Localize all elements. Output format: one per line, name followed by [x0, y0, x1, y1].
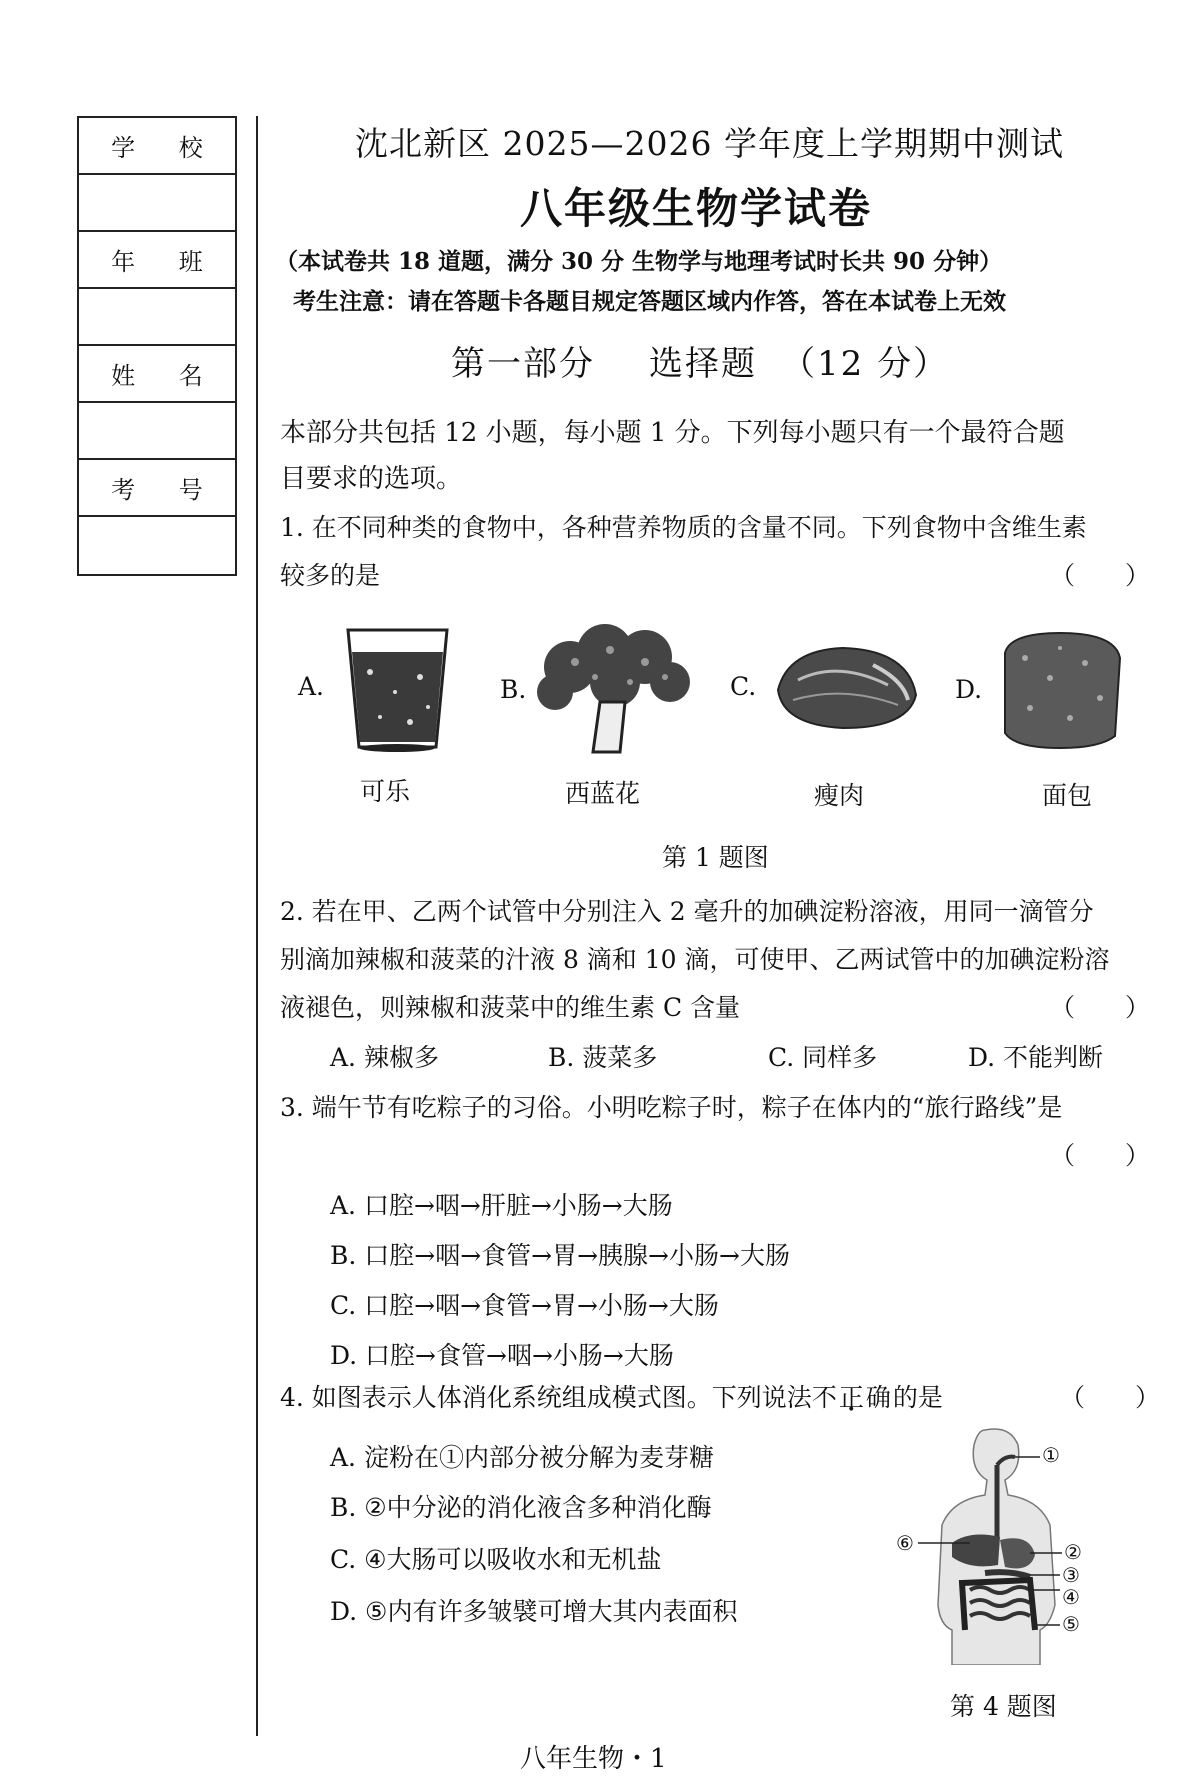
q1-option-a-label: 可乐: [360, 777, 411, 806]
label-4: ④: [1062, 1585, 1080, 1609]
part-score: （12 分）: [781, 344, 950, 384]
class-field[interactable]: [79, 289, 235, 346]
exam-number-field[interactable]: [79, 517, 235, 574]
q3-option-c[interactable]: C. 口腔→咽→食管→胃→小肠→大肠: [330, 1291, 719, 1320]
q1-option-b-label: 西蓝花: [565, 779, 641, 808]
school-label: 学 校: [79, 118, 235, 175]
part-heading: [451, 336, 949, 385]
q1-option-b-letter: B.: [500, 675, 527, 704]
q1-figure-caption: 第 1 题图: [662, 843, 769, 872]
candidate-notice: 考生注意：请在答题卡各题目规定答题区域内作答，答在本试卷上无效: [293, 288, 1006, 315]
q4-option-d[interactable]: D. ⑤内有许多皱襞可增大其内表面积: [330, 1597, 738, 1626]
digestive-system-diagram: [890, 1425, 1120, 1665]
q4-stem: [280, 1378, 943, 1414]
q2-stem-line2: 别滴加辣椒和菠菜的汁液 8 滴和 10 滴，可使甲、乙两试管中的加碘淀粉溶: [280, 945, 1110, 974]
q2-option-b[interactable]: B. 菠菜多: [548, 1043, 658, 1072]
bread-icon: [990, 628, 1130, 753]
q2-stem-line3: 液褪色，则辣椒和菠菜中的维生素 C 含量: [280, 993, 741, 1022]
label-5: ⑤: [1062, 1612, 1080, 1636]
label-6: ⑥: [896, 1531, 914, 1555]
q1-option-a-letter: A.: [298, 672, 325, 701]
exam-number-label: 考 号: [79, 460, 235, 517]
broccoli-icon: [535, 622, 695, 762]
label-3: ③: [1062, 1563, 1080, 1587]
paper-title: 八年级生物学试卷: [520, 184, 873, 233]
q1-option-d-letter: D.: [955, 675, 983, 704]
part-intro-line1: 本部分共包括 12 小题，每小题 1 分。下列每小题只有一个最符合题: [280, 418, 1065, 448]
student-info-table: [77, 116, 237, 576]
name-field[interactable]: [79, 403, 235, 460]
page-footer: 八年生物・1: [520, 1744, 667, 1774]
class-label: 年 班: [79, 232, 235, 289]
q1-stem-line1: 1. 在不同种类的食物中，各种营养物质的含量不同。下列食物中含维生素: [280, 513, 1087, 542]
q4-option-c[interactable]: C. ④大肠可以吸收水和无机盐: [330, 1545, 662, 1574]
label-1: ①: [1042, 1443, 1060, 1467]
cola-glass-icon: [340, 622, 455, 757]
q4-option-b[interactable]: B. ②中分泌的消化液含多种消化酶: [330, 1493, 712, 1522]
q4-figure-caption: 第 4 题图: [950, 1692, 1057, 1721]
q2-stem-line1: 2. 若在甲、乙两个试管中分别注入 2 毫升的加碘淀粉溶液，用同一滴管分: [280, 897, 1094, 926]
q4-stem-emphasis: 不正确: [811, 1383, 893, 1412]
school-field[interactable]: [79, 175, 235, 232]
q1-option-c-label: 瘦肉: [814, 781, 865, 810]
exam-title: 沈北新区 2025—2026 学年度上学期期中测试: [355, 124, 1064, 163]
q3-stem: 3. 端午节有吃粽子的习俗。小明吃粽子时，粽子在体内的“旅行路线”是: [280, 1093, 1063, 1122]
q3-answer-blank[interactable]: （ ）: [1050, 1141, 1151, 1170]
lean-meat-icon: [768, 640, 923, 735]
q4-option-a[interactable]: A. 淀粉在①内部分被分解为麦芽糖: [330, 1443, 714, 1472]
q1-option-d-label: 面包: [1042, 781, 1093, 810]
q1-answer-blank[interactable]: （ ）: [1050, 561, 1151, 590]
q2-option-c[interactable]: C. 同样多: [768, 1043, 878, 1072]
q1-option-c-letter: C.: [730, 672, 757, 701]
q2-answer-blank[interactable]: （ ）: [1050, 993, 1151, 1022]
q3-option-a[interactable]: A. 口腔→咽→肝脏→小肠→大肠: [330, 1191, 673, 1220]
exam-note: （本试卷共 18 道题，满分 30 分 生物学与地理考试时长共 90 分钟）: [275, 248, 1003, 275]
part-type: 选择题: [649, 344, 757, 384]
part-intro-line2: 目要求的选项。: [280, 464, 463, 494]
q2-option-a[interactable]: A. 辣椒多: [330, 1043, 439, 1072]
q4-stem-part2: 的是: [892, 1383, 943, 1412]
q2-option-d[interactable]: D. 不能判断: [968, 1043, 1104, 1072]
q3-option-d[interactable]: D. 口腔→食管→咽→小肠→大肠: [330, 1341, 674, 1370]
q3-option-b[interactable]: B. 口腔→咽→食管→胃→胰腺→小肠→大肠: [330, 1241, 790, 1270]
q1-stem-line2: 较多的是: [280, 561, 381, 590]
binding-line: [256, 116, 258, 1736]
part-name: 第一部分: [451, 344, 595, 384]
q4-answer-blank[interactable]: （ ）: [1060, 1383, 1161, 1412]
name-label: 姓 名: [79, 346, 235, 403]
q4-stem-part1: 4. 如图表示人体消化系统组成模式图。下列说法: [280, 1383, 812, 1412]
label-2: ②: [1064, 1540, 1082, 1564]
